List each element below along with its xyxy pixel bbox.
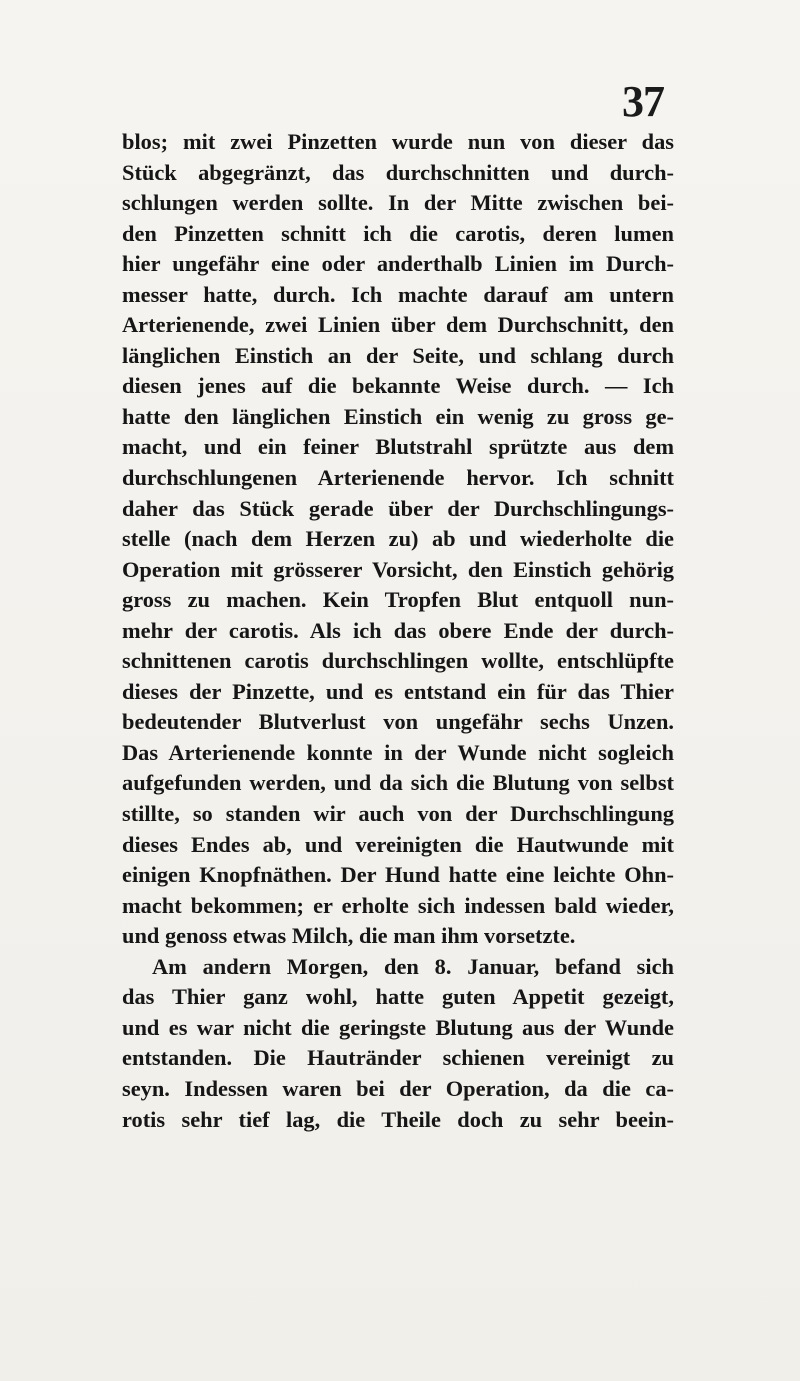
text-line: seyn. Indessen waren bei der Operation, da die ca- <box>122 1075 674 1101</box>
text-line: diesen jenes auf die bekannte Weise durch. — Ich <box>122 373 674 399</box>
text-line: Operation mit grösserer Vorsicht, den Einstich gehörig <box>122 556 674 582</box>
text-line: blos; mit zwei Pinzetten wurde nun von dieser das <box>122 129 674 154</box>
text-line: rotis sehr tief lag, die Theile doch zu sehr beein- <box>122 1106 674 1132</box>
text-line: aufgefunden werden, und da sich die Blutung von selbst <box>122 770 674 796</box>
text-line: dieses der Pinzette, und es entstand ein für das Thier <box>122 678 674 704</box>
text-line: und genoss etwas Milch, die man ihm vorsetzte. <box>122 923 576 949</box>
text-line: entstanden. Die Hautränder schienen vereinigt zu <box>122 1045 674 1071</box>
text-line: den Pinzetten schnitt ich die carotis, deren lumen <box>122 220 674 246</box>
text-line: messer hatte, durch. Ich machte darauf am untern <box>122 281 674 307</box>
text-line: gross zu machen. Kein Tropfen Blut entquoll nun- <box>122 587 674 613</box>
text-line: und es war nicht die geringste Blutung aus der Wunde <box>122 1014 674 1040</box>
body-text <box>122 127 674 1135</box>
text-line: dieses Endes ab, und vereinigten die Hautwunde mit <box>122 831 674 857</box>
text-line: hier ungefähr eine oder anderthalb Linien im Durch- <box>122 251 674 277</box>
text-line: schnittenen carotis durchschlingen wollte, entschlüpfte <box>122 648 674 674</box>
text-line: macht bekommen; er erholte sich indessen bald wieder, <box>122 892 674 918</box>
text-line: daher das Stück gerade über der Durchschlingungs- <box>122 495 674 521</box>
page-number: 37 <box>622 77 664 126</box>
text-line: schlungen werden sollte. In der Mitte zwischen bei- <box>122 190 674 216</box>
text-line: Das Arterienende konnte in der Wunde nicht sogleich <box>122 739 674 765</box>
text-line: einigen Knopfnäthen. Der Hund hatte eine leichte Ohn- <box>122 862 674 888</box>
text-line: Arterienende, zwei Linien über dem Durchschnitt, den <box>122 312 674 338</box>
text-line: das Thier ganz wohl, hatte guten Appetit gezeigt, <box>122 984 674 1010</box>
text-line: bedeutender Blutverlust von ungefähr sechs Unzen. <box>122 709 674 735</box>
text-line: mehr der carotis. Als ich das obere Ende der durch- <box>122 617 674 643</box>
text-line: durchschlungenen Arterienende hervor. Ich schnitt <box>122 465 674 491</box>
text-line: hatte den länglichen Einstich ein wenig zu gross ge- <box>122 403 674 429</box>
text-line: länglichen Einstich an der Seite, und schlang durch <box>122 342 674 368</box>
text-line: Stück abgegränzt, das durchschnitten und durch- <box>122 159 674 185</box>
text-line: stillte, so standen wir auch von der Durchschlingung <box>122 801 674 827</box>
text-line: stelle (nach dem Herzen zu) ab und wiederholte die <box>122 526 674 552</box>
text-line: Am andern Morgen, den 8. Januar, befand sich <box>152 953 674 979</box>
text-line: macht, und ein feiner Blutstrahl sprützte aus dem <box>122 434 674 460</box>
